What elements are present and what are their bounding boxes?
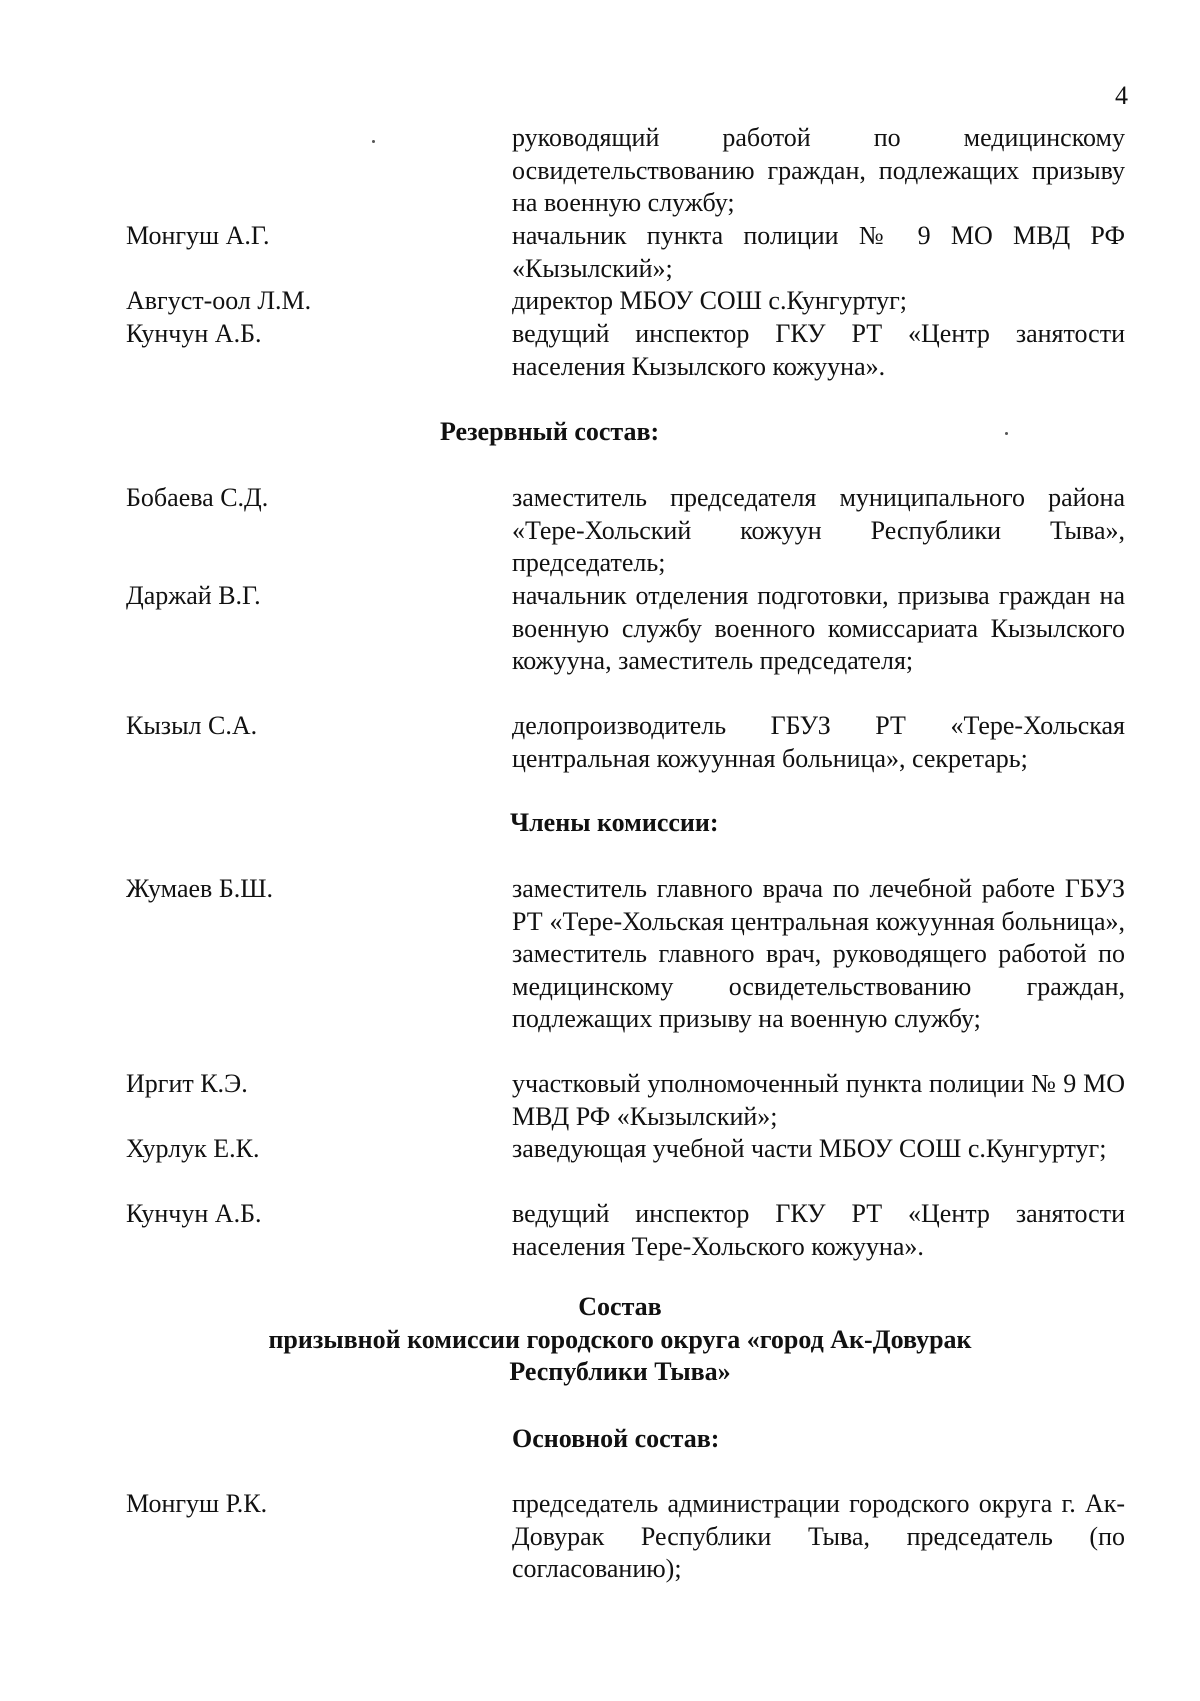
main-composition-heading: Основной состав: bbox=[512, 1424, 720, 1453]
entry-position: заместитель главного врача по лечебной работе ГБУЗ РТ «Тере-Хольская центральная кожуунная больница», заместитель главного врач, руководящего работой по медицинскому освидетельствованию граждан, подлежащих призыву на военную службу; bbox=[512, 874, 1125, 1033]
entry-position: ведущий инспектор ГКУ РТ «Центр занятости населения Тере-Хольского кожууна». bbox=[512, 1199, 1125, 1261]
entry-name: Даржай В.Г. bbox=[126, 581, 261, 610]
entry-position: заместитель председателя муниципального района «Тере-Хольский кожуун Республики Тыва», председатель; bbox=[512, 483, 1125, 577]
entry-name: Бобаева С.Д. bbox=[126, 483, 269, 512]
entry-position: ведущий инспектор ГКУ РТ «Центр занятости населения Кызылского кожууна». bbox=[512, 319, 1125, 381]
reserve-heading: Резервный состав: bbox=[440, 417, 660, 446]
entry-name: Иргит К.Э. bbox=[126, 1069, 248, 1098]
commission-title bbox=[120, 1291, 1120, 1389]
entry-name: Жумаев Б.Ш. bbox=[126, 874, 273, 903]
entry-position: председатель администрации городского округа г. Ак-Довурак Республики Тыва, председатель (по согласованию); bbox=[512, 1489, 1125, 1583]
entry-position: директор МБОУ СОШ с.Кунгуртуг; bbox=[512, 286, 908, 315]
entry-position: начальник отделения подготовки, призыва граждан на военную службу военного комиссариата Кызылского кожууна, заместитель председателя; bbox=[512, 581, 1125, 675]
scan-speck bbox=[1005, 432, 1008, 435]
entry-name: Август-оол Л.М. bbox=[126, 286, 312, 315]
entry-name: Кунчун А.Б. bbox=[126, 319, 262, 348]
entry-position: участковый уполномоченный пункта полиции № 9 МО МВД РФ «Кызылский»; bbox=[512, 1069, 1125, 1131]
page-number: 4 bbox=[1115, 81, 1128, 110]
entry-name: Кунчун А.Б. bbox=[126, 1199, 262, 1228]
title-line: Состав bbox=[578, 1292, 662, 1321]
entry-name: Монгуш Р.К. bbox=[126, 1489, 268, 1518]
entry-name: Хурлук Е.К. bbox=[126, 1134, 260, 1163]
entry-name: Кызыл С.А. bbox=[126, 711, 258, 740]
title-line: Республики Тыва» bbox=[509, 1357, 731, 1386]
entry-position: делопроизводитель ГБУЗ РТ «Тере-Хольская центральная кожуунная больница», секретарь; bbox=[512, 711, 1125, 773]
entry-name: Монгуш А.Г. bbox=[126, 221, 270, 250]
title-line: призывной комиссии городского округа «город Ак-Довурак bbox=[268, 1324, 972, 1354]
entry-position: начальник пункта полиции № 9 МО МВД РФ «Кызылский»; bbox=[512, 221, 1125, 283]
entry-position: руководящий работой по медицинскому освидетельствованию граждан, подлежащих призыву на военную службу; bbox=[512, 123, 1125, 217]
members-heading: Члены комиссии: bbox=[510, 808, 719, 837]
scan-speck bbox=[372, 140, 375, 143]
entry-position: заведующая учебной части МБОУ СОШ с.Кунгуртуг; bbox=[512, 1134, 1107, 1163]
